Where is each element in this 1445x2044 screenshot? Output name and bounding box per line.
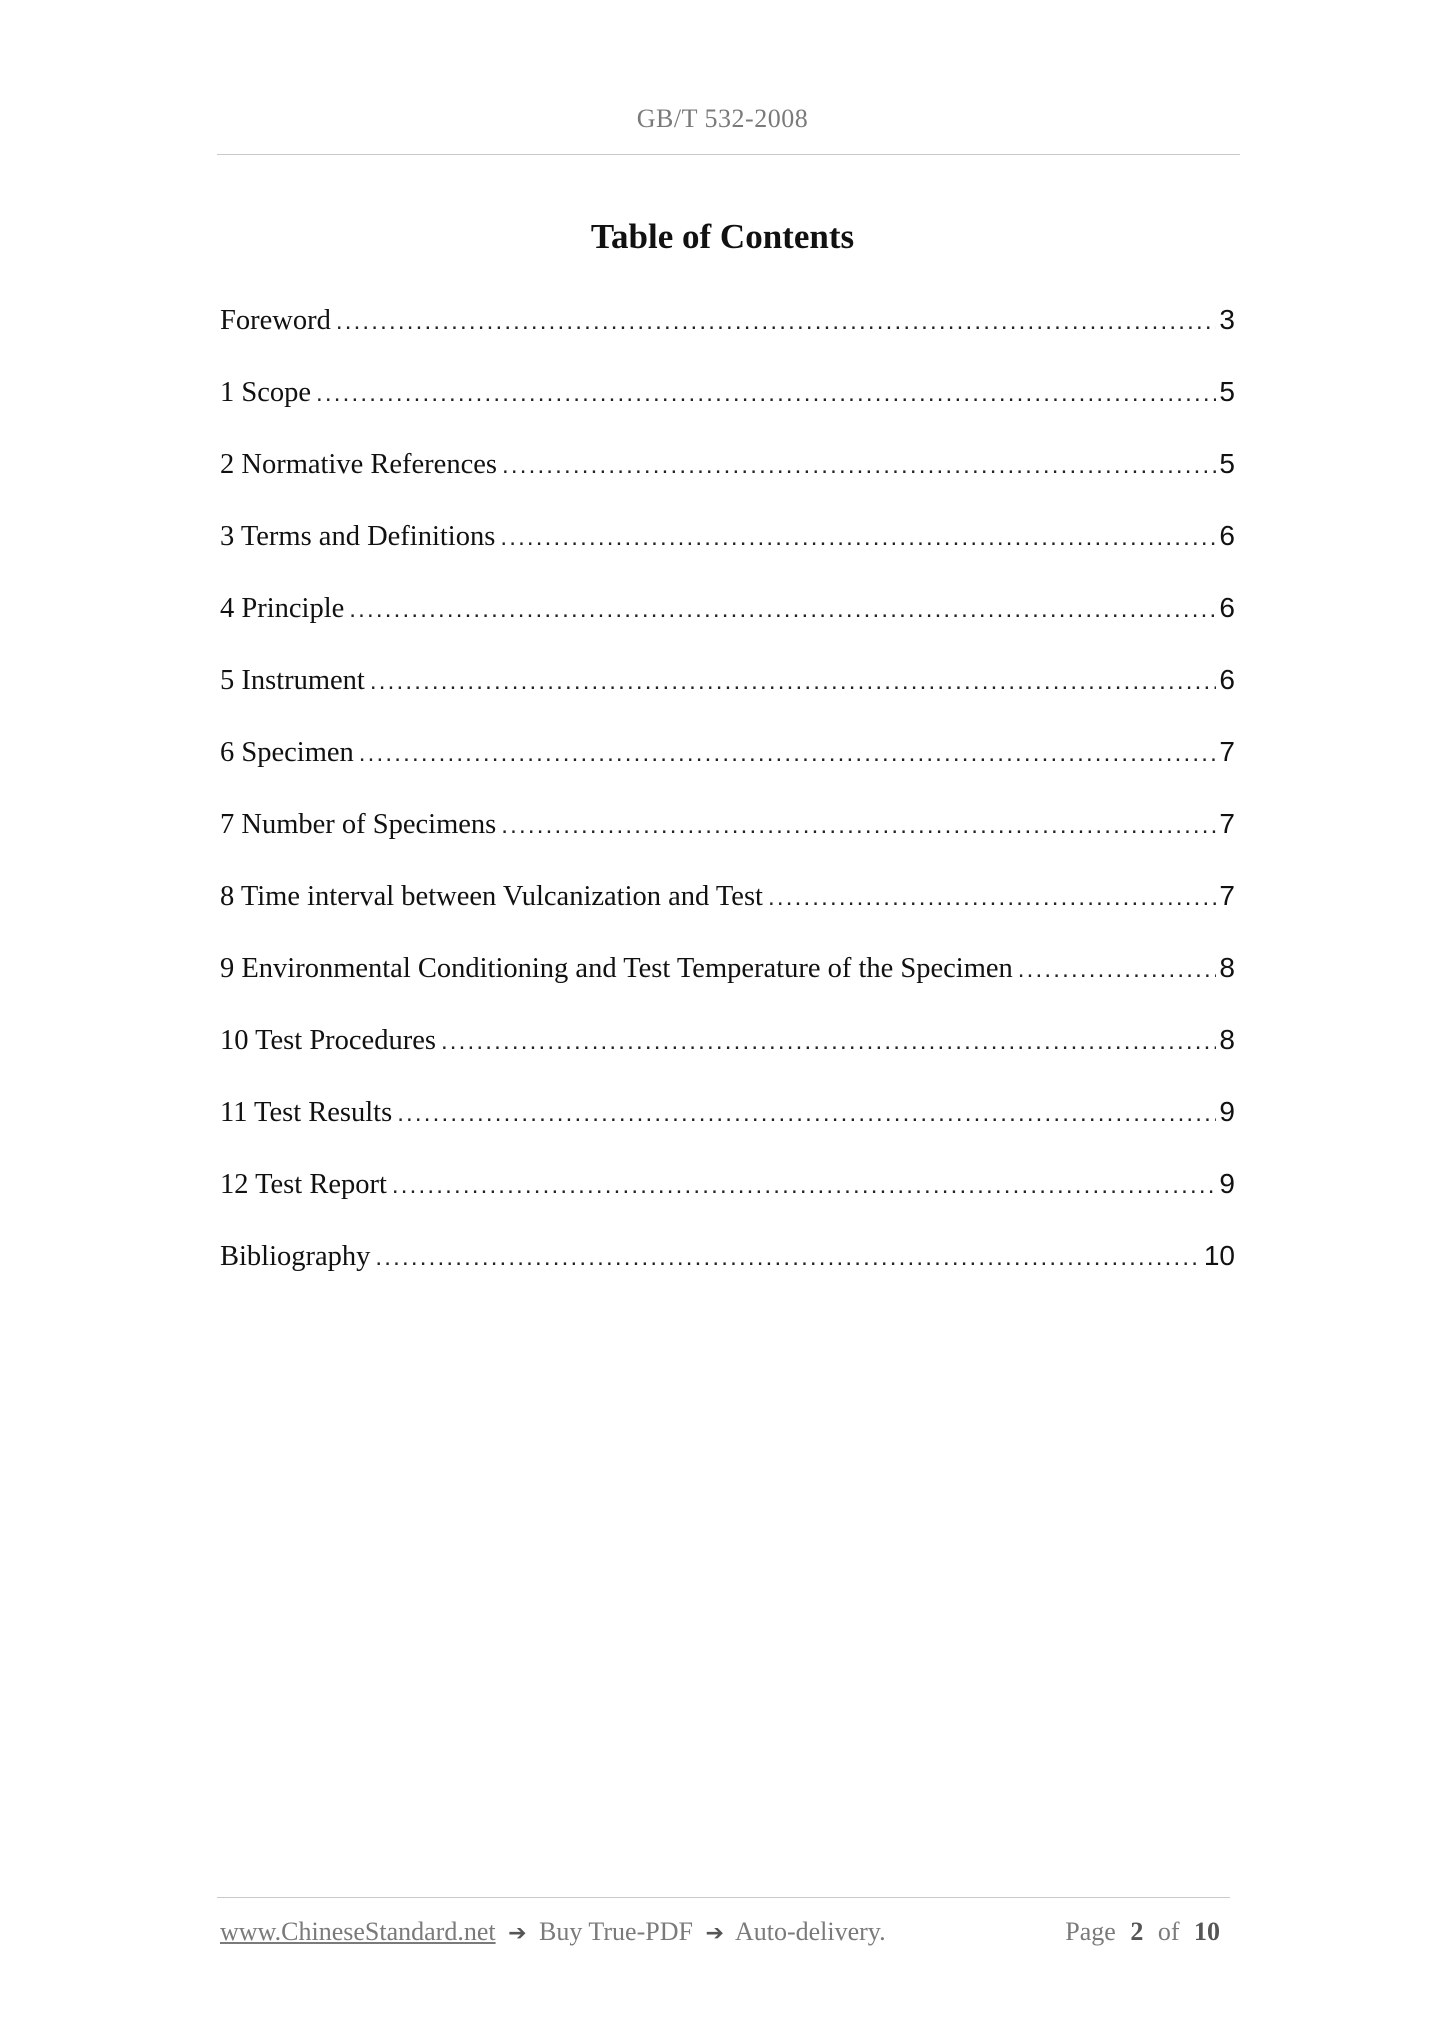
dot-leader — [502, 446, 1216, 486]
toc-entry-bibliography[interactable] — [220, 1236, 1235, 1308]
dot-leader — [768, 878, 1216, 918]
toc-entry-page: 9 — [1219, 1168, 1235, 1199]
right-arrow-icon: ➔ — [508, 1921, 527, 1946]
dot-leader — [370, 662, 1217, 702]
footer-promo — [220, 1917, 886, 1947]
toc-entry-page: 3 — [1219, 304, 1235, 335]
toc-entry-label: 12 Test Report — [220, 1169, 387, 1200]
toc-entry-number-of-specimens[interactable] — [220, 804, 1235, 876]
toc-entry-normative-references[interactable] — [220, 444, 1235, 516]
toc-entry-page: 7 — [1219, 736, 1235, 767]
toc-entry-label: 9 Environmental Conditioning and Test Temperature of the Specimen — [220, 953, 1013, 984]
toc-entry-label: 6 Specimen — [220, 737, 354, 768]
dot-leader — [392, 1166, 1217, 1206]
toc-entry-label: 3 Terms and Definitions — [220, 521, 496, 552]
toc-entry-label: 11 Test Results — [220, 1097, 393, 1128]
toc-entry-foreword[interactable] — [220, 300, 1235, 372]
toc-entry-label: 5 Instrument — [220, 665, 365, 696]
right-arrow-icon: ➔ — [705, 1921, 724, 1946]
auto-delivery-text: Auto-delivery. — [734, 1917, 886, 1946]
page-number — [1065, 1917, 1228, 1947]
toc-entry-page: 6 — [1219, 664, 1235, 695]
footer-divider — [217, 1897, 1230, 1898]
buy-true-pdf-text: Buy True-PDF — [539, 1917, 693, 1946]
toc-entry-page: 7 — [1219, 808, 1235, 839]
page-title: Table of Contents — [590, 217, 855, 256]
toc-entry-instrument[interactable] — [220, 660, 1235, 732]
toc-entry-test-procedures[interactable] — [220, 1020, 1235, 1092]
toc-entry-page: 10 — [1203, 1240, 1235, 1271]
toc-entry-time-interval[interactable] — [220, 876, 1235, 948]
page-of-word: of — [1157, 1917, 1180, 1946]
dot-leader — [1018, 950, 1217, 990]
toc-entry-label: 1 Scope — [220, 377, 312, 408]
toc-entry-label: 10 Test Procedures — [220, 1025, 436, 1056]
toc-entry-label: Bibliography — [220, 1241, 371, 1272]
toc-entry-label: 4 Principle — [220, 593, 345, 624]
toc-entry-label: 2 Normative References — [220, 449, 497, 480]
dot-leader — [397, 1094, 1216, 1134]
header-divider — [217, 154, 1240, 155]
toc-entry-page: 5 — [1219, 448, 1235, 479]
toc-entry-scope[interactable] — [220, 372, 1235, 444]
total-page-count: 10 — [1194, 1917, 1220, 1946]
dot-leader — [375, 1238, 1200, 1278]
page-word: Page — [1065, 1917, 1116, 1946]
dot-leader — [349, 590, 1216, 630]
toc-entry-terms-and-definitions[interactable] — [220, 516, 1235, 588]
toc-entry-page: 6 — [1219, 520, 1235, 551]
toc-entry-test-results[interactable] — [220, 1092, 1235, 1164]
toc-entry-label: 8 Time interval between Vulcanization and Test — [220, 881, 763, 912]
dot-leader — [359, 734, 1217, 774]
toc-entry-page: 5 — [1219, 376, 1235, 407]
toc-entry-test-report[interactable] — [220, 1164, 1235, 1236]
dot-leader — [501, 806, 1216, 846]
dot-leader — [441, 1022, 1216, 1062]
dot-leader — [336, 302, 1217, 342]
current-page-number: 2 — [1130, 1917, 1144, 1946]
toc-entry-page: 7 — [1219, 880, 1235, 911]
document-id-header: GB/T 532-2008 — [636, 104, 809, 133]
toc-entry-page: 6 — [1219, 592, 1235, 623]
toc-entry-environmental-conditioning[interactable] — [220, 948, 1235, 1020]
page-footer — [220, 1917, 1228, 1947]
dot-leader — [316, 374, 1216, 414]
website-link[interactable]: www.ChineseStandard.net — [220, 1917, 496, 1946]
toc-entry-page: 8 — [1219, 1024, 1235, 1055]
toc-entry-label: Foreword — [220, 305, 331, 336]
toc-entry-principle[interactable] — [220, 588, 1235, 660]
toc-entry-specimen[interactable] — [220, 732, 1235, 804]
toc-list — [220, 300, 1235, 1308]
toc-entry-page: 9 — [1219, 1096, 1235, 1127]
toc-entry-label: 7 Number of Specimens — [220, 809, 497, 840]
toc-entry-page: 8 — [1219, 952, 1235, 983]
dot-leader — [500, 518, 1216, 558]
